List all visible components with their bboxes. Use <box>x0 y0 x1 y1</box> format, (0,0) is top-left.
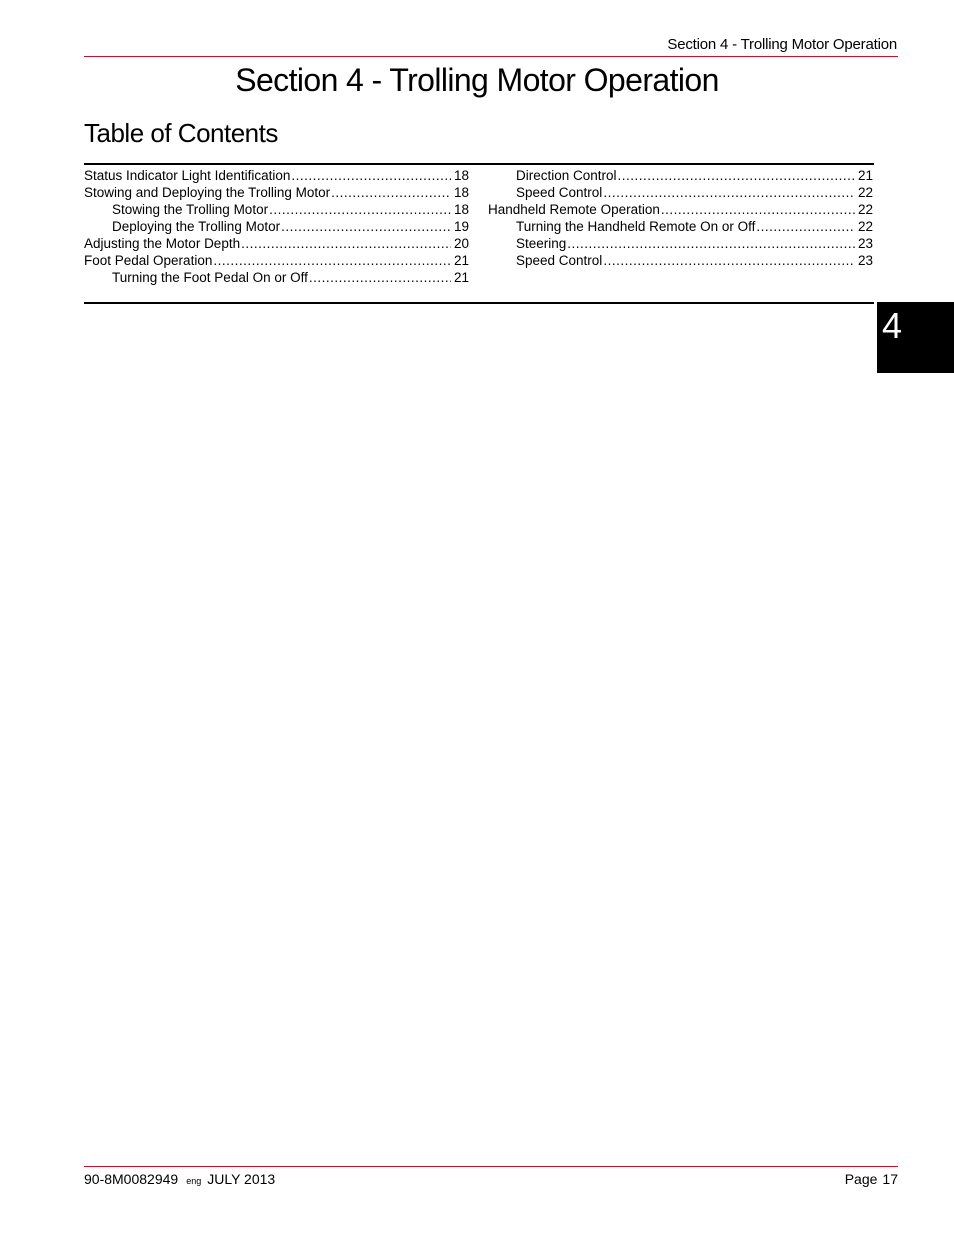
toc-entry-title: Direction Control <box>516 168 617 183</box>
section-title: Section 4 - Trolling Motor Operation <box>235 62 719 98</box>
toc-dot-leader <box>269 201 451 218</box>
running-header: Section 4 - Trolling Motor Operation <box>667 36 897 53</box>
toc-dot-leader <box>213 252 451 269</box>
toc-dot-leader <box>331 184 451 201</box>
toc-entry-page: 22 <box>857 202 873 217</box>
toc-entry-page: 19 <box>453 219 469 234</box>
toc-subentry[interactable] <box>84 201 469 218</box>
toc-dot-leader <box>567 235 855 252</box>
toc-heading: Table of Contents <box>84 118 278 148</box>
toc-subentry[interactable] <box>488 218 873 235</box>
toc-entry-page: 18 <box>453 202 469 217</box>
toc-dot-leader <box>756 218 855 235</box>
toc-subentry[interactable] <box>488 184 873 201</box>
toc-entry-title: Deploying the Trolling Motor <box>112 219 281 234</box>
section-tab <box>877 302 954 373</box>
toc-entry-title: Foot Pedal Operation <box>84 253 213 268</box>
toc-entry-title: Turning the Foot Pedal On or Off <box>112 270 308 285</box>
toc-entry-page: 20 <box>453 236 469 251</box>
toc-entry-page: 21 <box>453 253 469 268</box>
toc-subentry[interactable] <box>488 235 873 252</box>
toc-entry[interactable] <box>84 235 469 252</box>
toc-entry-page: 22 <box>857 185 873 200</box>
toc-entry[interactable] <box>84 167 469 184</box>
toc-entry-page: 21 <box>857 168 873 183</box>
footer-doc-info <box>84 1171 275 1187</box>
toc-entry-title: Speed Control <box>516 253 603 268</box>
footer-page-number: 17 <box>882 1171 898 1187</box>
toc-top-rule <box>84 163 874 165</box>
toc-entry-title: Handheld Remote Operation <box>488 202 660 217</box>
header-rule <box>84 56 898 57</box>
toc-subentry[interactable] <box>488 167 873 184</box>
toc-entry-title: Adjusting the Motor Depth <box>84 236 241 251</box>
toc-subentry[interactable] <box>84 269 469 286</box>
toc-entry-page: 18 <box>453 168 469 183</box>
toc-entry[interactable] <box>84 184 469 201</box>
toc-entry-title: Steering <box>516 236 567 251</box>
toc-entry-title: Speed Control <box>516 185 603 200</box>
toc-entry-page: 18 <box>453 185 469 200</box>
toc-dot-leader <box>603 252 855 269</box>
section-tab-number: 4 <box>882 305 903 346</box>
toc-entry-page: 23 <box>857 253 873 268</box>
toc-dot-leader <box>661 201 855 218</box>
toc-left-column <box>84 167 469 286</box>
toc-dot-leader <box>281 218 451 235</box>
toc-subentry[interactable] <box>488 252 873 269</box>
toc-entry-title: Stowing and Deploying the Trolling Motor <box>84 185 331 200</box>
toc-subentry[interactable] <box>84 218 469 235</box>
footer-date: JULY 2013 <box>207 1171 276 1187</box>
toc-dot-leader <box>291 167 451 184</box>
toc-entry-page: 22 <box>857 219 873 234</box>
toc-dot-leader <box>603 184 855 201</box>
footer-language: eng <box>186 1176 202 1186</box>
footer-doc-number: 90-8M0082949 <box>84 1171 179 1187</box>
toc-entry-title: Turning the Handheld Remote On or Off <box>516 219 756 234</box>
footer-rule <box>84 1166 898 1167</box>
toc-entry[interactable] <box>84 252 469 269</box>
toc-entry[interactable] <box>488 201 873 218</box>
toc-dot-leader <box>241 235 451 252</box>
toc-bottom-rule <box>84 302 874 304</box>
toc-dot-leader <box>618 167 855 184</box>
footer-page <box>845 1171 898 1187</box>
toc-entry-page: 21 <box>453 270 469 285</box>
toc-right-column <box>488 167 873 269</box>
footer-page-label: Page <box>844 1171 878 1187</box>
toc-entry-page: 23 <box>857 236 873 251</box>
toc-entry-title: Status Indicator Light Identification <box>84 168 291 183</box>
toc-dot-leader <box>309 269 451 286</box>
toc-entry-title: Stowing the Trolling Motor <box>112 202 269 217</box>
